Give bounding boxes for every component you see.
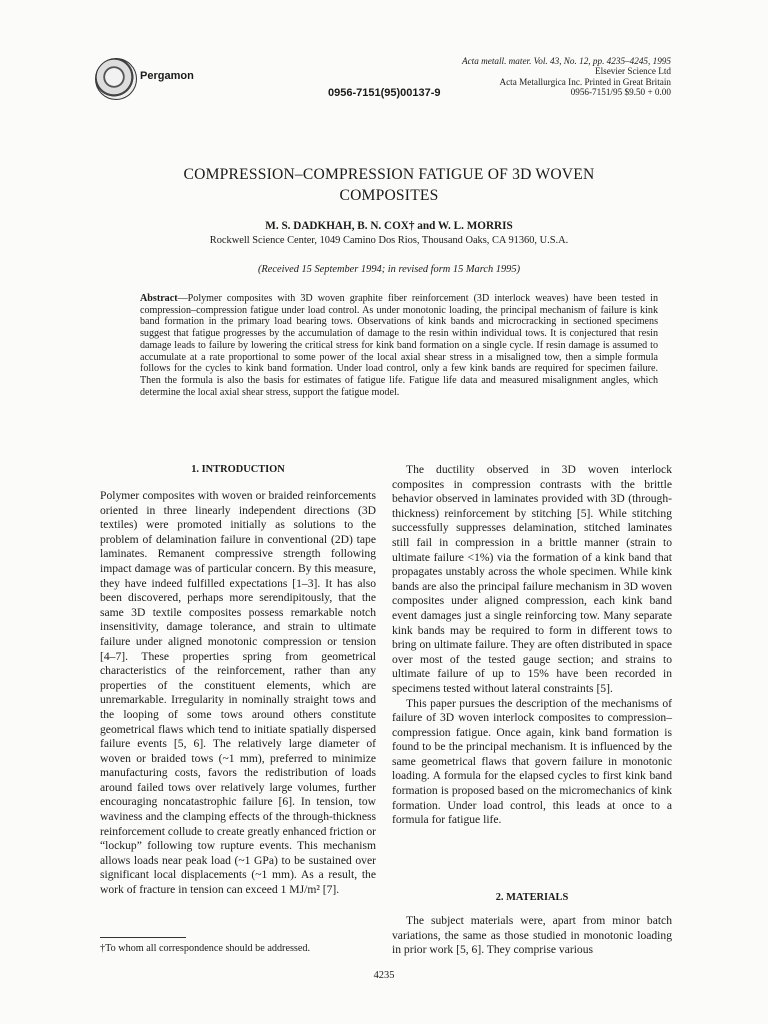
materials-paragraph-1: The subject materials were, apart from minor batch variations, the same as those studied in monotonic loading in prior work [5, 6]. They comprise various	[392, 914, 672, 957]
authors: M. S. DADKHAH, B. N. COX† and W. L. MORRIS	[265, 220, 513, 232]
pergamon-logo	[95, 58, 137, 100]
left-column	[100, 489, 376, 898]
journal-line-4: 0956-7151/95 $9.50 + 0.00	[570, 87, 671, 98]
title-line-2: COMPOSITES	[339, 187, 439, 204]
journal-line-2: Elsevier Science Ltd	[594, 66, 671, 77]
materials-text	[392, 914, 672, 958]
received-dates: (Received 15 September 1994; in revised form 15 March 1995)	[257, 264, 521, 275]
right-paragraph-2: This paper pursues the description of the mechanisms of failure of 3D woven interlock composites to compression–compression fatigue. Once again, kink band formation is found to be the principal mechanism. It is influenced by the same geometrical flaws that govern failure in monotonic loading. A formula for the elapsed cycles to first kink band formation is proposed based on the micromechanics of kink formation. Under load control, this leads at once to a formula for fatigue life.	[392, 696, 672, 827]
journal-line-3: Acta Metallurgica Inc. Printed in Great Britain	[499, 76, 671, 87]
materials-heading: 2. MATERIALS	[495, 892, 569, 903]
pii-code: 0956-7151(95)00137-9	[328, 87, 441, 99]
journal-line-1: Acta metall. mater. Vol. 43, No. 12, pp. 4235–4245, 1995	[461, 56, 671, 66]
journal-citation	[462, 56, 671, 98]
publisher-name: Pergamon	[140, 70, 194, 82]
abstract-label: Abstract	[140, 293, 178, 304]
abstract-text: —Polymer composites with 3D woven graphite fiber reinforcement (3D interlock weaves) have been tested in compression–compression fatigue under load control. As under monotonic loading, the principal mechanism of failure is kink band formation in the primary load bearing tows. Observations of kink bands and microcracking in sectioned specimens suggest that fatigue progresses by the accumulation of damage to the resin within individual tows. It is conjectured that resin damage leads to failure by lowering the critical stress for kink band formation on a single cycle. If resin damage is assumed to accumulate at a rate proportional to some power of the local axial shear stress in a misaligned tow, then a simple formula follows for the cycles to kink band formation. Under load control, only a few kink bands are required for specimen failure. Then the formula is also the basis for estimates of fatigue life. Fatigue life data and measured misalignment angles, which determine the local axial shear stress, support the fatigue model.	[140, 293, 658, 398]
footnote: †To whom all correspondence should be addressed.	[100, 943, 311, 954]
title-line-1: COMPRESSION–COMPRESSION FATIGUE OF 3D WOVEN	[183, 166, 595, 183]
intro-paragraph-1: Polymer composites with woven or braided reinforcements oriented in three linearly independent directions (3D textiles) were promoted initially as solutions to the problem of delamination failure in conventional (2D) tape laminates. Remanent compressive strength following impact damage was of particular concern. By this measure, they have indeed fulfilled expectations [1–3]. It has also been discovered, perhaps more serendipitously, that the same 3D textile composites possess remarkable notch insensitivity, damage tolerance, and strain to ultimate failure under aligned monotonic compression or tension [4–7]. These properties spring from geometrical characteristics of the reinforcement, rather than any properties of the constituent elements, which are unremarkable. Irregularity in nominally straight tows and the looping of some tows around others constitute geometrical flaws which tend to initiate spatially dispersed failure events [5, 6]. The relatively large diameter of woven or braided tows (~1 mm), preferred to minimize manufacturing costs, favors the redistribution of loads around failed tows over relatively large volumes, further encouraging noncatastrophic failure [6]. In tension, tow waviness and the clamping effects of the through-thickness reinforcement collude to create greatly enhanced friction or “lockup” following tow rupture events. This mechanism allows loads near peak load (~1 GPa) to be sustained over significant local displacements (~1 mm). As a result, the work of fracture in tension can exceed 1 MJ/m² [7].	[100, 489, 376, 897]
affiliation: Rockwell Science Center, 1049 Camino Dos Rios, Thousand Oaks, CA 91360, U.S.A.	[209, 235, 569, 246]
page-number: 4235	[373, 970, 395, 981]
article-title	[100, 164, 678, 206]
introduction-heading: 1. INTRODUCTION	[191, 464, 285, 475]
right-paragraph-1: The ductility observed in 3D woven interlock composites in compression contrasts with the brittle behavior observed in laminates provided with 3D (through-thickness) reinforcement by stitching [5]. While stitching successfully suppresses delamination, stitched laminates still fail in compression in a brittle manner (strain to ultimate failure <1%) via the formation of a kink band that propagates unstably across the whole specimen. While kink bands are also the principal failure mechanism in 3D woven composites under aligned compression, each kink band event damages just a single reinforcing tow. Many separate kink bands may be required to form in different tows to bring on ultimate failure. They are often distributed in space over most of the tested gauge section; and strains to ultimate failure of up to 15% have been recorded in specimens tested without lateral constraints [5].	[392, 463, 672, 695]
footnote-rule	[100, 937, 186, 938]
right-column	[392, 463, 672, 828]
abstract	[140, 293, 658, 398]
